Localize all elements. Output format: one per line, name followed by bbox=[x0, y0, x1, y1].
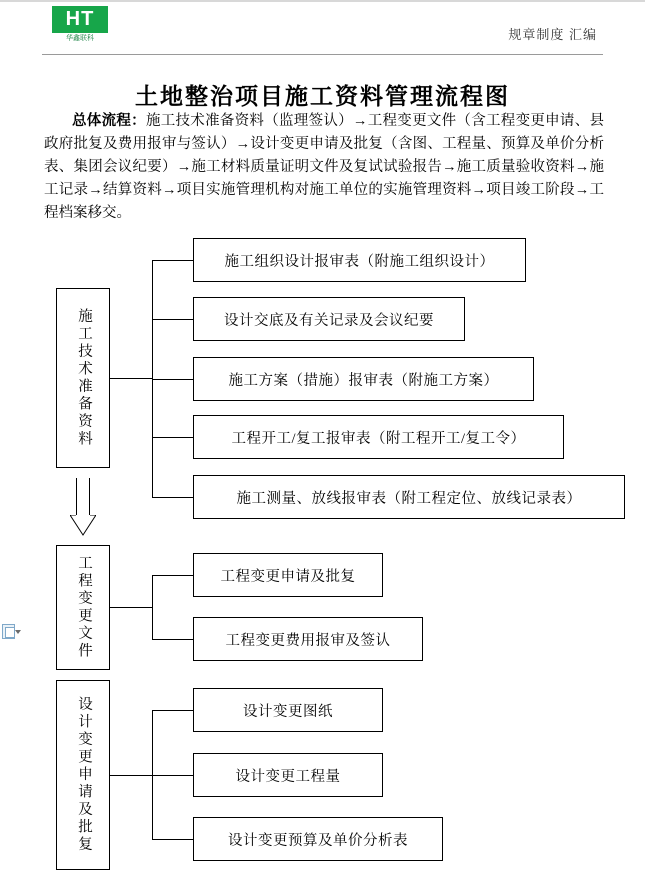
branch-line-1-5 bbox=[152, 497, 194, 498]
branch-line-1-4 bbox=[152, 437, 194, 438]
down-arrow-icon-1 bbox=[70, 478, 96, 536]
item-survey-layout[interactable]: 施工测量、放线报审表（附工程定位、放线记录表） bbox=[193, 475, 625, 519]
branch-line-1-2 bbox=[152, 319, 194, 320]
logo-subtitle-text: 华鑫联科 bbox=[66, 35, 94, 42]
item-design-disclosure[interactable]: 设计交底及有关记录及会议纪要 bbox=[193, 297, 465, 341]
stage-design-change-node[interactable]: 设计变更申请及批复 bbox=[56, 680, 110, 870]
branch-line-3-3 bbox=[152, 839, 194, 840]
stage-change-documents-trunk bbox=[152, 575, 153, 639]
page-thumbnail-icon[interactable] bbox=[2, 624, 20, 638]
item-change-cost-approval[interactable]: 工程变更费用报审及签认 bbox=[193, 617, 423, 661]
logo-mark-text: HT bbox=[52, 6, 108, 33]
stage-change-documents-stem bbox=[110, 607, 152, 608]
item-construction-plan[interactable]: 施工方案（措施）报审表（附施工方案） bbox=[193, 357, 534, 401]
header-divider bbox=[42, 54, 603, 55]
intro-paragraph bbox=[44, 110, 604, 225]
item-construction-org-design[interactable]: 施工组织设计报审表（附施工组织设计） bbox=[193, 238, 526, 282]
item-design-change-budget[interactable]: 设计变更预算及单价分析表 bbox=[193, 817, 443, 861]
branch-line-3-2 bbox=[152, 775, 194, 776]
page-title: 土地整治项目施工资料管理流程图 bbox=[135, 84, 510, 109]
intro-body-text: 施工技术准备资料（监理签认）→工程变更文件（含工程变更申请、县政府批复及费用报审与签认）→设计变更申请及批复（含图、工程量、预算及单价分析表、集团会议纪要）→施工材料质量证明文件及复试试验报告→施工质量验收资料→施工记录→结算资料→项目实施管理机构对施工单位的实施管理资料→项目竣工阶段→工程档案移交。 bbox=[44, 113, 605, 221]
company-logo bbox=[52, 6, 108, 46]
page-icon-sheet-front bbox=[5, 627, 15, 638]
intro-lead-label: 总体流程： bbox=[72, 113, 146, 129]
running-header-title: 规章制度 汇编 bbox=[508, 27, 597, 42]
page-header bbox=[0, 2, 645, 54]
branch-line-1-3 bbox=[152, 379, 194, 380]
arrow-shaft bbox=[76, 478, 90, 516]
arrow-head bbox=[70, 515, 96, 536]
item-start-resume-work[interactable]: 工程开工/复工报审表（附工程开工/复工令） bbox=[193, 415, 564, 459]
item-change-application[interactable]: 工程变更申请及批复 bbox=[193, 553, 383, 597]
stage-construction-prep-node[interactable]: 施工技术准备资料 bbox=[56, 288, 110, 468]
branch-line-1-1 bbox=[152, 260, 194, 261]
stage-design-change-stem bbox=[110, 775, 152, 776]
item-design-change-quantity[interactable]: 设计变更工程量 bbox=[193, 753, 383, 797]
branch-line-2-2 bbox=[152, 639, 194, 640]
branch-line-2-1 bbox=[152, 575, 194, 576]
chevron-down-icon[interactable] bbox=[15, 630, 21, 634]
branch-line-3-1 bbox=[152, 710, 194, 711]
stage-change-documents-node[interactable]: 工程变更文件 bbox=[56, 545, 110, 670]
stage-construction-prep-stem bbox=[110, 378, 152, 379]
item-design-change-drawings[interactable]: 设计变更图纸 bbox=[193, 688, 383, 732]
